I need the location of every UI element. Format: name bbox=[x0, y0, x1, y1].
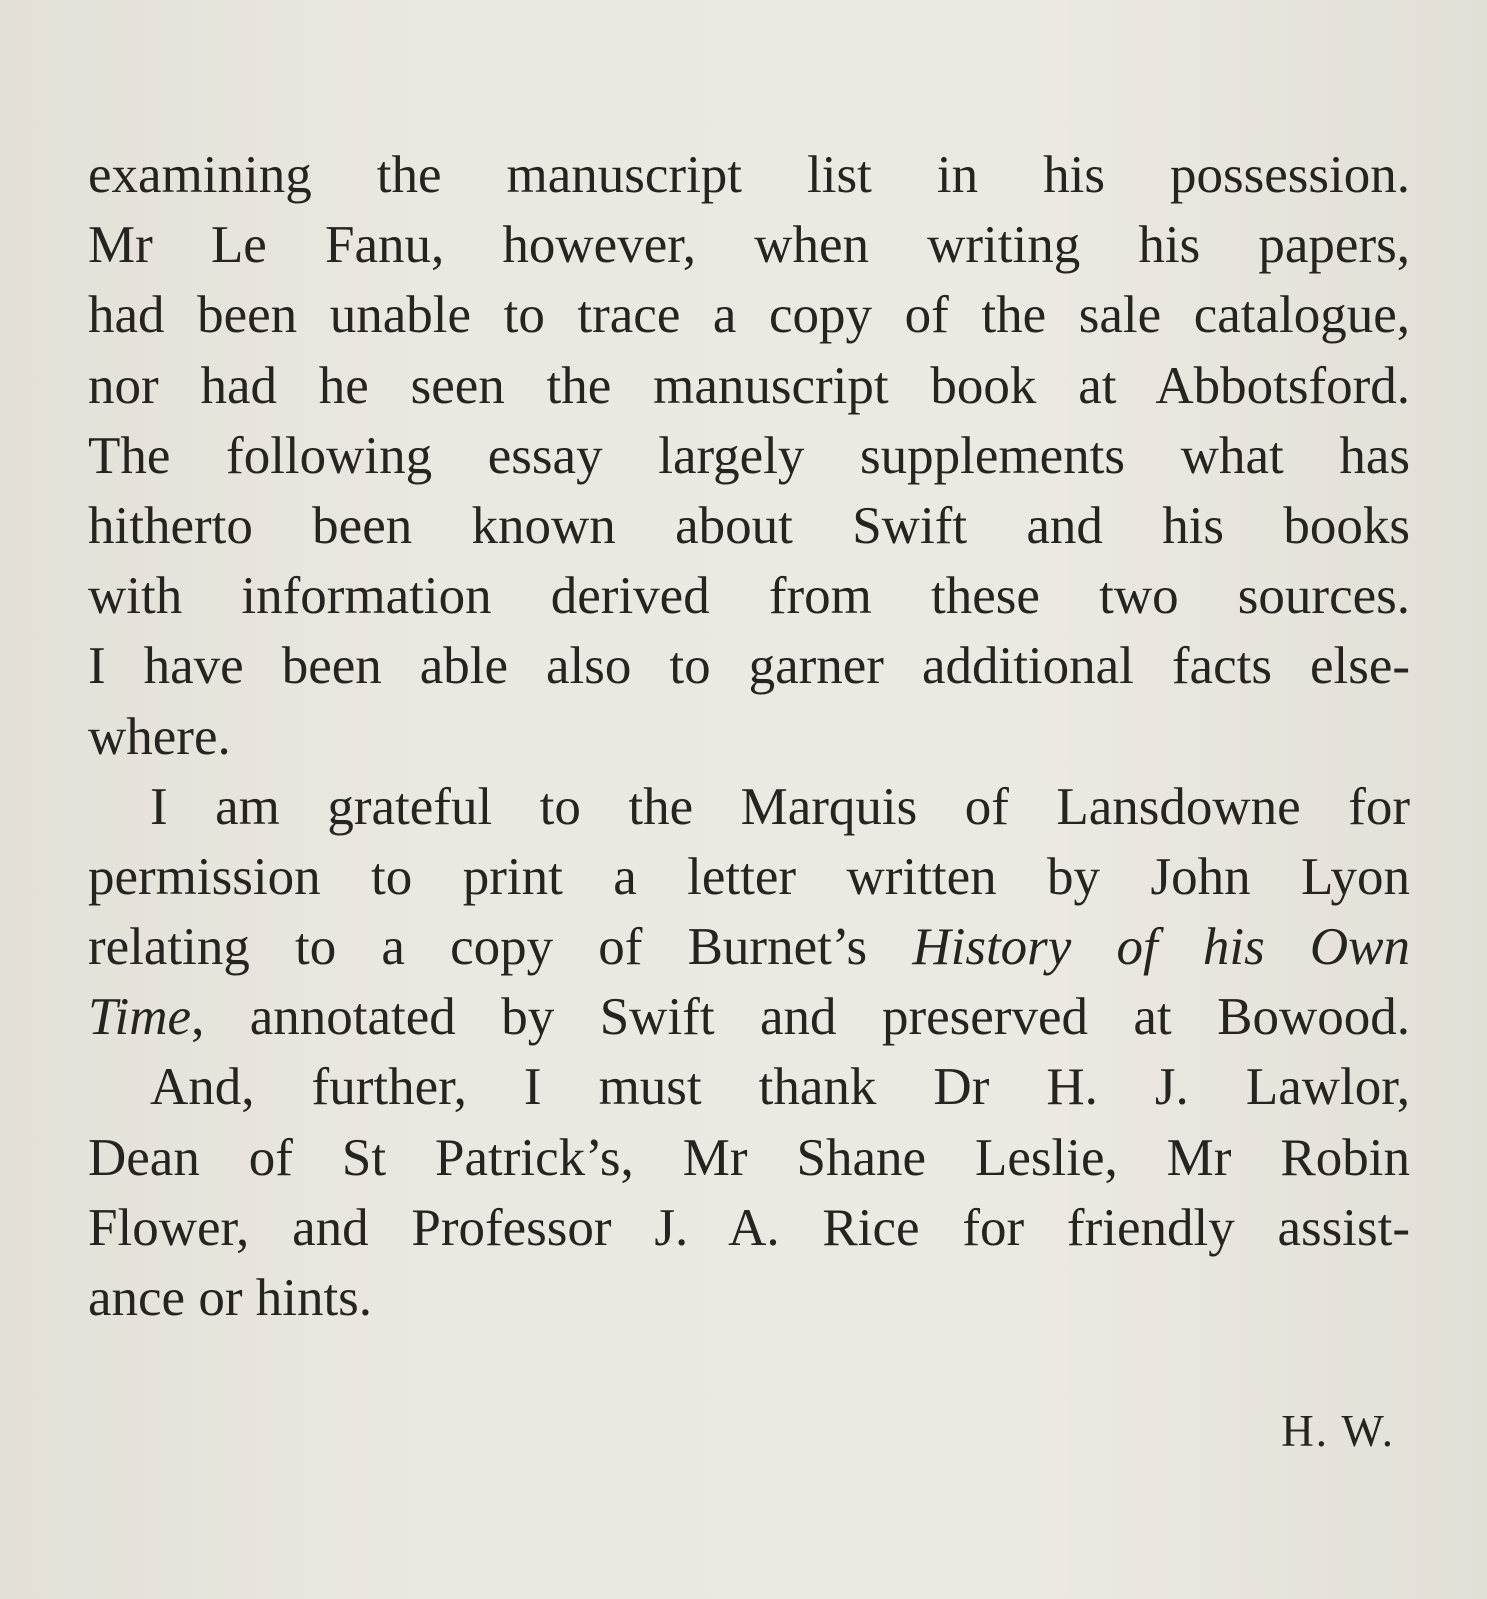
text-line: with information derived from these two sources. bbox=[88, 567, 1410, 626]
text-line: hitherto been known about Swift and his books bbox=[88, 496, 1410, 555]
text-line: The following essay largely supplements what has bbox=[88, 426, 1410, 485]
text-line: where. bbox=[88, 707, 231, 766]
author-initials: H. W. bbox=[1281, 1406, 1395, 1456]
text-line: examining the manuscript list in his possession. bbox=[88, 146, 1410, 204]
text-line: Dean of St Patrick’s, Mr Shane Leslie, Mr Robin bbox=[88, 1128, 1410, 1187]
paragraph-2 bbox=[88, 772, 1410, 1053]
paragraph-1 bbox=[88, 140, 1410, 772]
book-title-italic: History of his Own bbox=[912, 918, 1410, 977]
text-run: relating to a copy of Burnet’s bbox=[88, 918, 913, 977]
text-line: Mr Le Fanu, however, when writing his papers, bbox=[88, 216, 1410, 275]
text-line bbox=[88, 982, 1410, 1052]
text-run: , annotated by Swift and preserved at Bowood. bbox=[191, 988, 1410, 1047]
text-line: I am grateful to the Marquis of Lansdowne for bbox=[150, 777, 1410, 836]
text-line: And, further, I must thank Dr H. J. Lawlor, bbox=[150, 1058, 1410, 1117]
text-line bbox=[88, 912, 1410, 982]
paragraph-3 bbox=[88, 1052, 1410, 1333]
text-line: I have been able also to garner additional facts else- bbox=[88, 637, 1410, 696]
text-line: permission to print a letter written by John Lyon bbox=[88, 847, 1410, 906]
text-line: ance or hints. bbox=[88, 1269, 373, 1327]
body-text bbox=[88, 140, 1410, 1333]
text-line: had been unable to trace a copy of the sale catalogue, bbox=[88, 286, 1410, 345]
text-line: Flower, and Professor J. A. Rice for friendly assist- bbox=[88, 1198, 1410, 1257]
book-title-italic: Time bbox=[88, 988, 192, 1047]
text-line: nor had he seen the manuscript book at Abbotsford. bbox=[88, 356, 1410, 415]
